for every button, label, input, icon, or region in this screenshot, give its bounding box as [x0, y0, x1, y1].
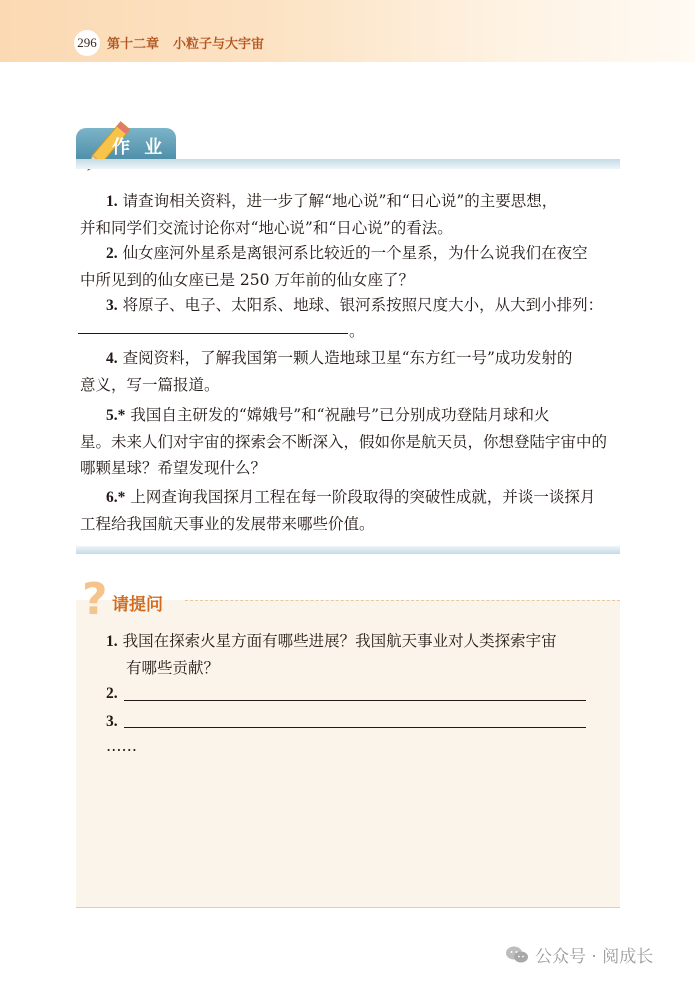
ask-item-2 — [106, 680, 118, 707]
homework-question-1 — [80, 188, 626, 241]
ask-item-3 — [106, 708, 118, 735]
question-text-line: 将原子、电子、太阳系、地球、银河系按照尺度大小，从大到小排列： — [122, 296, 604, 314]
answer-blank-line[interactable] — [78, 333, 348, 334]
question-text-line: 意义，写一篇报道。 — [80, 376, 220, 394]
ask-item-number: 3. — [106, 713, 118, 730]
question-text-line: 并和同学们交流讨论你对“地心说”和“日心说”的看法。 — [80, 219, 453, 237]
ask-item-number: 1. — [106, 633, 118, 650]
watermark-text: 公众号 · 阅成长 — [535, 947, 654, 967]
question-number: 5.* — [106, 407, 126, 424]
homework-question-5 — [80, 402, 626, 481]
question-text-line: 哪颗星球？希望发现什么？ — [80, 459, 267, 477]
ask-item-number: 2. — [106, 685, 118, 702]
ask-item-text-line: 有哪些贡献？ — [126, 659, 220, 677]
wechat-icon — [505, 945, 529, 965]
ask-item-text-line: 我国在探索火星方面有哪些进展？我国航天事业对人类探索宇宙 — [122, 632, 557, 650]
question-number: 1. — [106, 193, 118, 210]
question-text-line: 中所见到的仙女座已是 250 万年前的仙女座了？ — [80, 271, 414, 289]
page-header — [0, 0, 695, 62]
question-text-line: 查阅资料，了解我国第一颗人造地球卫星“东方红一号”成功发射的 — [122, 349, 573, 367]
chapter-label: 第十二章 — [107, 37, 160, 52]
homework-question-4 — [80, 345, 626, 398]
ask-panel-bottom-rule — [76, 907, 620, 908]
ask-answer-line[interactable] — [124, 727, 586, 728]
question-text-line: 工程给我国航天事业的发展带来哪些价值。 — [80, 515, 375, 533]
chapter-title: 小粒子与大宇宙 — [173, 37, 265, 52]
question-text-line: 上网查询我国探月工程在每一阶段取得的突破性成就，并谈一谈探月 — [130, 488, 596, 506]
question-number: 6.* — [106, 489, 126, 506]
chapter-heading — [107, 33, 264, 52]
homework-question-3 — [106, 292, 626, 319]
ask-ellipsis: …… — [106, 737, 137, 755]
question-mark-icon: ? — [82, 574, 108, 625]
question-text-line: 我国自主研发的“嫦娥号”和“祝融号”已分别成功登陆月球和火 — [130, 406, 550, 424]
ask-title-rule — [185, 600, 620, 601]
homework-footer-bar — [76, 546, 620, 554]
homework-header-bar — [76, 159, 620, 169]
page-number: 296 — [74, 30, 100, 56]
homework-title: 作 业 — [112, 137, 167, 158]
ask-section-title: 请提问 — [112, 595, 163, 615]
watermark — [505, 942, 653, 967]
question-text-line: 星。未来人们对宇宙的探索会不断深入，假如你是航天员，你想登陆宇宙中的 — [80, 433, 608, 451]
question-text-line: 请查询相关资料，进一步了解“地心说”和“日心说”的主要思想， — [122, 192, 558, 210]
answer-end-mark: 。 — [349, 322, 365, 340]
ask-item-1 — [106, 628, 606, 681]
question-text-line: 仙女座河外星系是离银河系比较近的一个星系，为什么说我们在夜空 — [122, 244, 588, 262]
homework-question-6 — [80, 484, 626, 537]
ask-answer-line[interactable] — [124, 700, 586, 701]
question-number: 3. — [106, 297, 118, 314]
question-number: 4. — [106, 350, 118, 367]
homework-question-2 — [80, 240, 626, 293]
question-number: 2. — [106, 245, 118, 262]
